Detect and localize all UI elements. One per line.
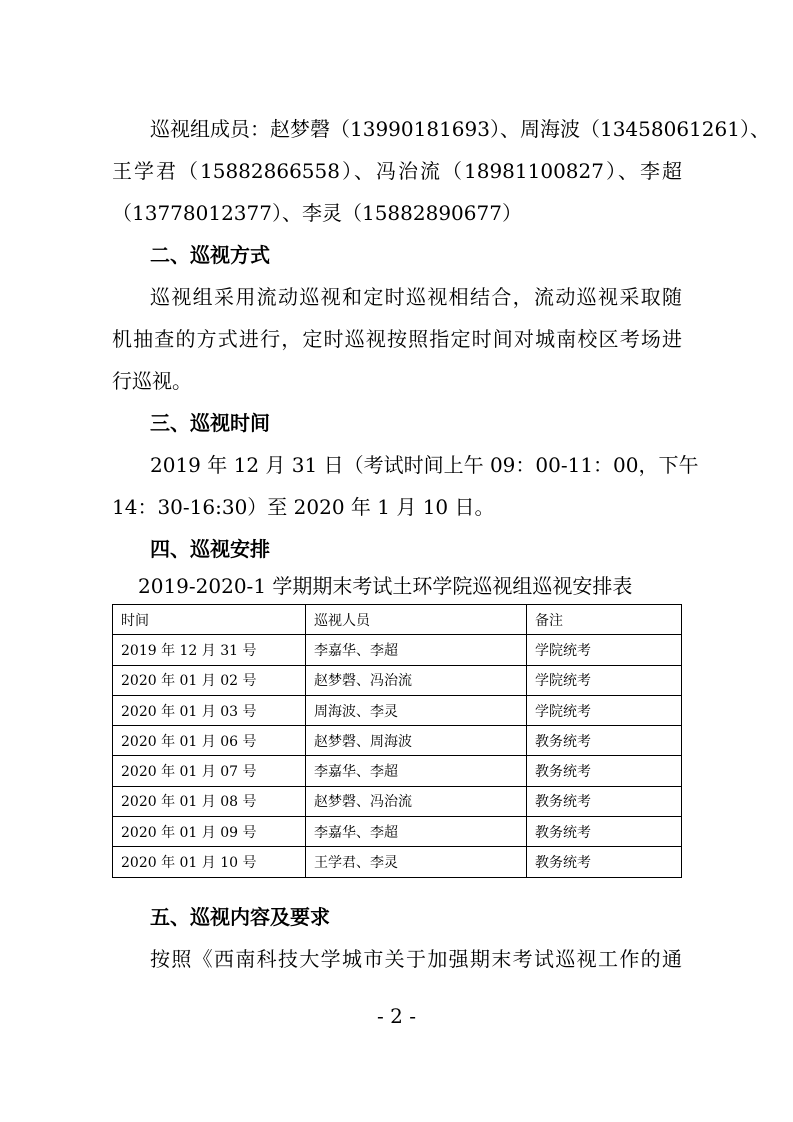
- section-heading-time: 三、巡视时间: [150, 411, 270, 435]
- cell-date: 2020 年 01 月 02 号: [113, 665, 306, 695]
- table-row: [113, 786, 682, 816]
- cell-staff: 王学君、李灵: [306, 847, 527, 877]
- content-line-1: 按照《西南科技大学城市关于加强期末考试巡视工作的通: [150, 947, 682, 971]
- cell-staff: 李嘉华、李超: [306, 817, 527, 847]
- cell-date: 2020 年 01 月 09 号: [113, 817, 306, 847]
- cell-date: 2020 年 01 月 08 号: [113, 786, 306, 816]
- table-row: [113, 665, 682, 695]
- cell-note: 教务统考: [527, 817, 682, 847]
- section-heading-schedule: 四、巡视安排: [150, 537, 270, 561]
- members-line-2: 王学君（15882866558）、冯治流（18981100827）、李超: [112, 159, 682, 183]
- cell-note: 学院统考: [527, 635, 682, 665]
- table-header-row: [113, 605, 682, 635]
- table-caption: 2019-2020-1 学期期末考试土环学院巡视组巡视安排表: [138, 574, 633, 598]
- cell-note: 教务统考: [527, 847, 682, 877]
- cell-staff: 赵梦磬、冯治流: [306, 786, 527, 816]
- section-heading-method: 二、巡视方式: [150, 243, 270, 267]
- header-cell-notes: 备注: [527, 605, 682, 635]
- method-line-2: 机抽查的方式进行，定时巡视按照指定时间对城南校区考场进: [112, 327, 682, 351]
- cell-staff: 赵梦磬、冯治流: [306, 665, 527, 695]
- cell-staff: 赵梦磬、周海波: [306, 726, 527, 756]
- table-row: [113, 635, 682, 665]
- cell-date: 2019 年 12 月 31 号: [113, 635, 306, 665]
- cell-note: 教务统考: [527, 786, 682, 816]
- time-line-1: 2019 年 12 月 31 日（考试时间上午 09：00-11：00，下午: [150, 453, 699, 477]
- cell-staff: 李嘉华、李超: [306, 635, 527, 665]
- table-row: [113, 847, 682, 877]
- method-line-3: 行巡视。: [112, 369, 192, 393]
- cell-staff: 李嘉华、李超: [306, 756, 527, 786]
- table-row: [113, 726, 682, 756]
- cell-note: 学院统考: [527, 665, 682, 695]
- cell-staff: 周海波、李灵: [306, 695, 527, 725]
- cell-date: 2020 年 01 月 07 号: [113, 756, 306, 786]
- table-row: [113, 817, 682, 847]
- cell-date: 2020 年 01 月 10 号: [113, 847, 306, 877]
- cell-date: 2020 年 01 月 03 号: [113, 695, 306, 725]
- members-line-3: （13778012377）、李灵（15882890677）: [112, 201, 522, 225]
- cell-note: 学院统考: [527, 695, 682, 725]
- time-line-2: 14：30-16:30）至 2020 年 1 月 10 日。: [112, 495, 495, 519]
- table-row: [113, 695, 682, 725]
- members-line-1: 巡视组成员：赵梦磬（13990181693）、周海波（13458061261）、: [150, 117, 770, 141]
- header-cell-time: 时间: [113, 605, 306, 635]
- section-heading-content: 五、巡视内容及要求: [150, 905, 330, 929]
- method-line-1: 巡视组采用流动巡视和定时巡视相结合，流动巡视采取随: [150, 285, 682, 309]
- header-cell-staff: 巡视人员: [306, 605, 527, 635]
- schedule-table: [112, 604, 682, 878]
- cell-note: 教务统考: [527, 756, 682, 786]
- table-row: [113, 756, 682, 786]
- cell-date: 2020 年 01 月 06 号: [113, 726, 306, 756]
- page-number: - 2 -: [377, 1004, 416, 1028]
- cell-note: 教务统考: [527, 726, 682, 756]
